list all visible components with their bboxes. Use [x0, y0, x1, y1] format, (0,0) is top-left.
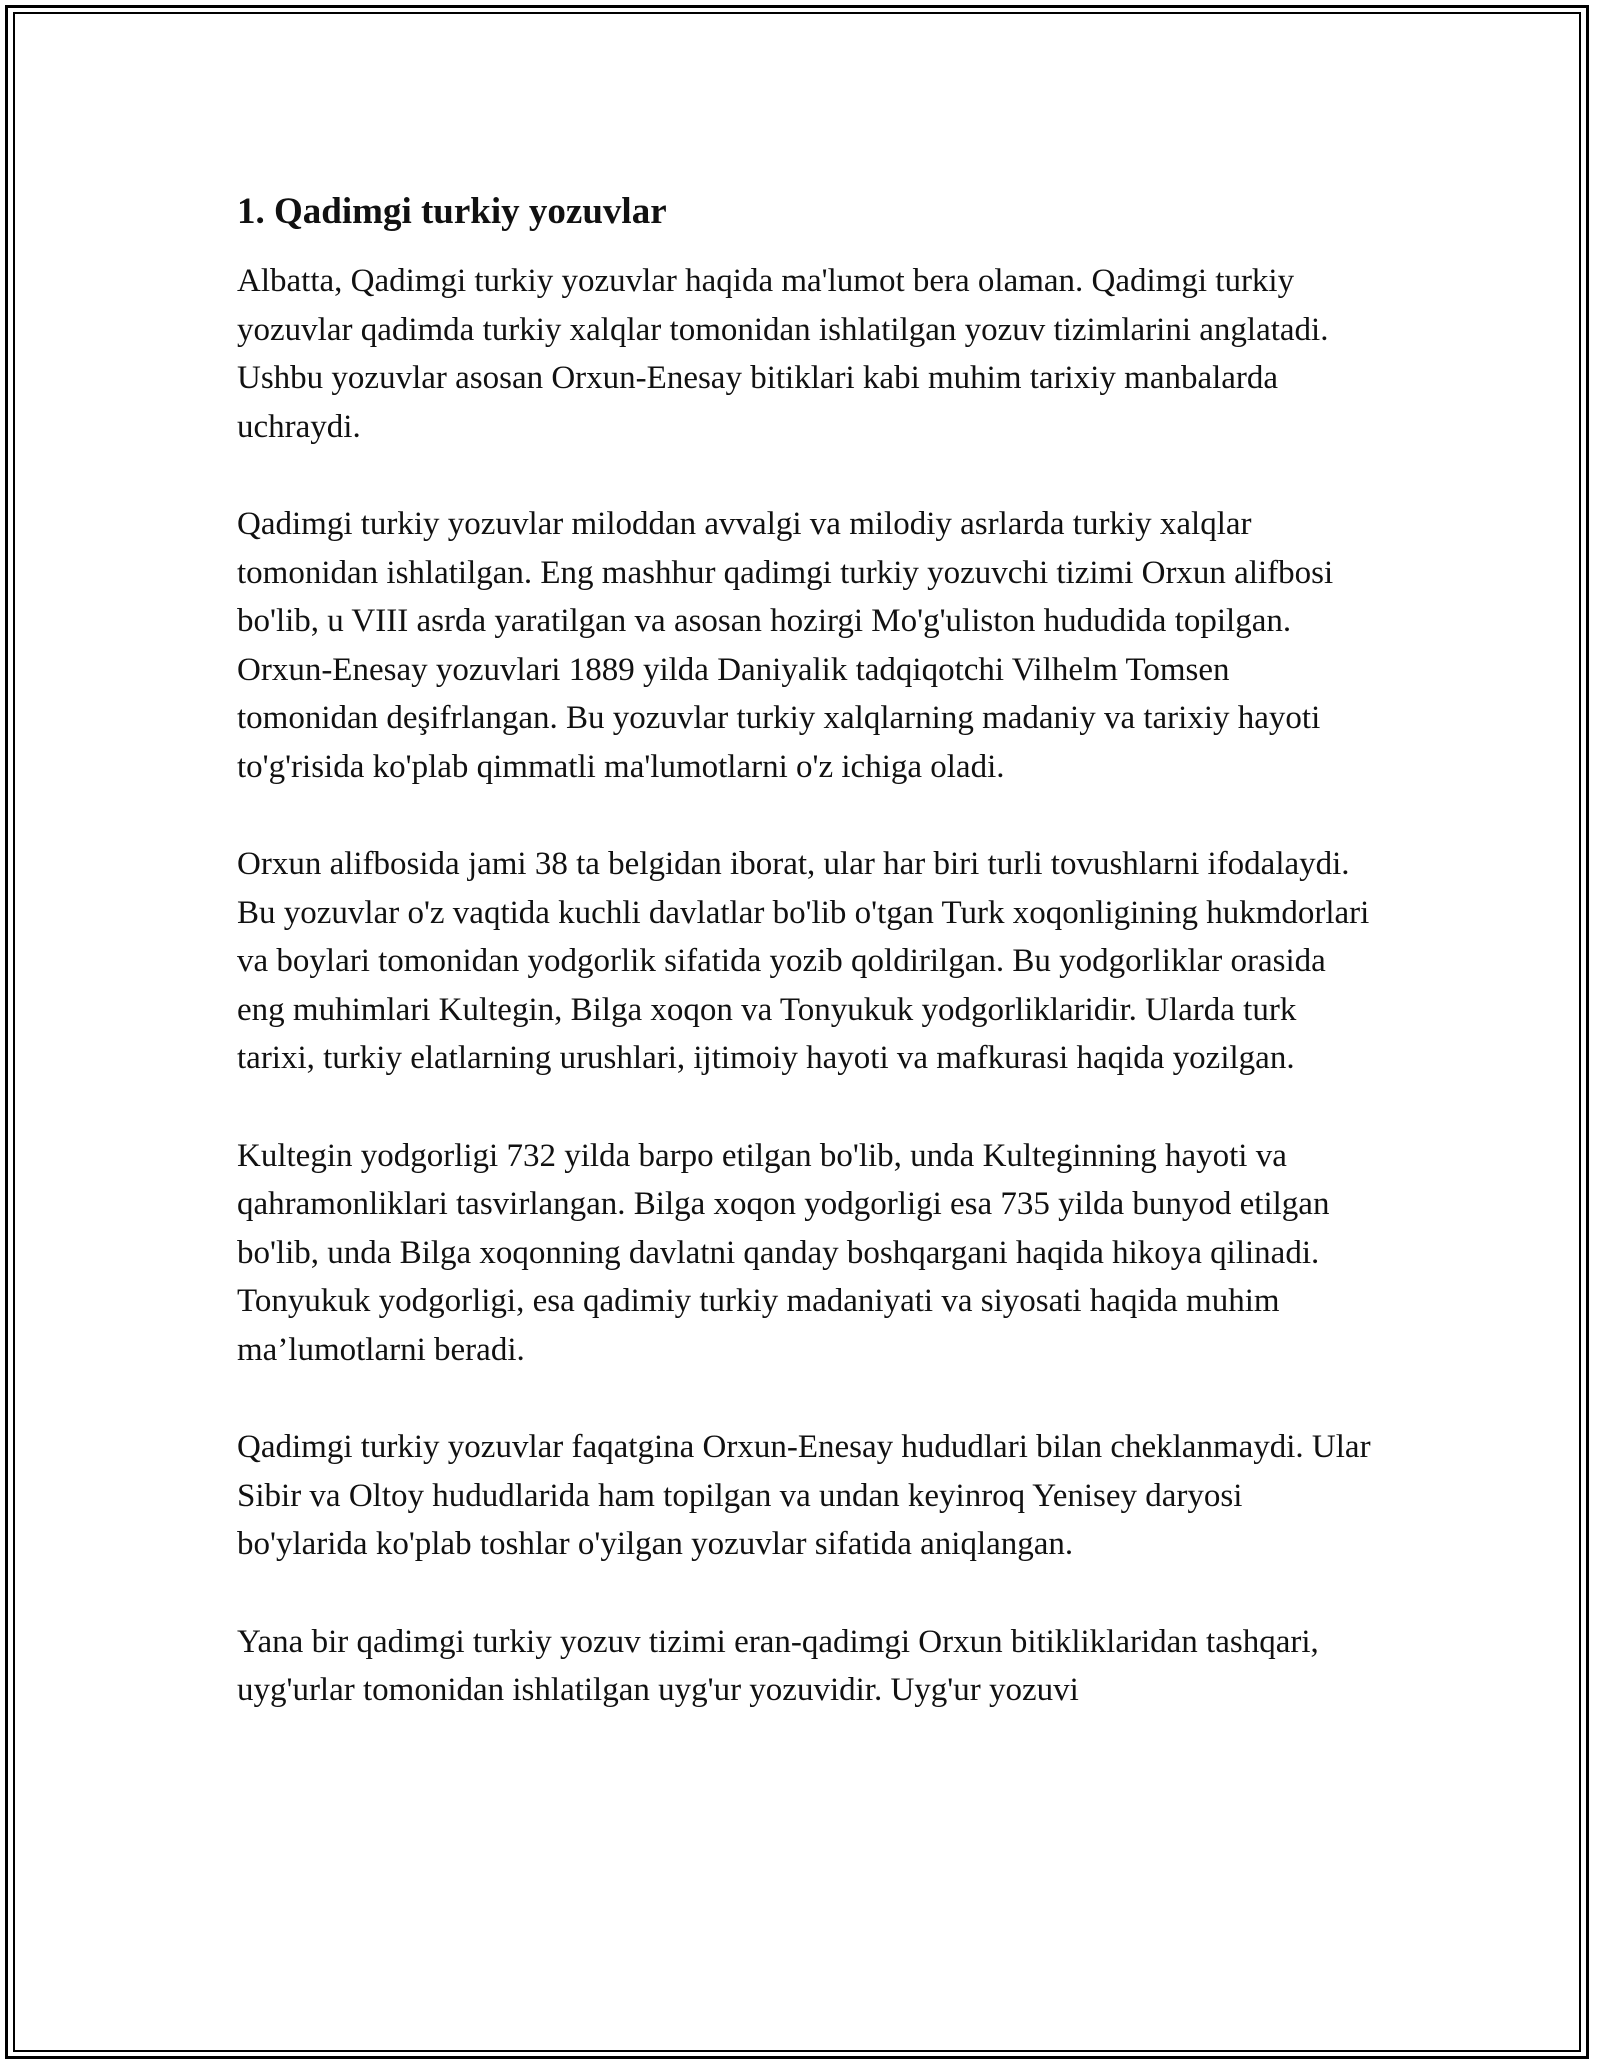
paragraph-3: Orxun alifbosida jami 38 ta belgidan iborat, ular har biri turli tovushlarni ifodalaydi. Bu yozuvlar o'z vaqtida kuchli davlatlar bo'lib o'tgan Turk xoqonligining hukmdorlari va boylari tomonidan yodgorlik sifatida yozib qoldirilgan. Bu yodgorliklar orasida eng muhimlari Kultegin, Bilga xoqon va Tonyukuk yodgorliklaridir. Ularda turk tarixi, turkiy elatlarning urushlari, ijtimoiy hayoti va mafkurasi haqida yozilgan. [237, 846, 1370, 1076]
paragraph-1: Albatta, Qadimgi turkiy yozuvlar haqida ma'lumot bera olaman. Qadimgi turkiy yozuvlar qadimda turkiy xalqlar tomonidan ishlatilgan yozuv tizimlarini anglatadi. Ushbu yozuvlar asosan Orxun-Enesay bitiklari kabi muhim tarixiy manbalarda uchraydi. [237, 263, 1329, 445]
paragraph-6: Yana bir qadimgi turkiy yozuv tizimi eran-qadimgi Orxun bitikliklaridan tashqari, uyg'urlar tomonidan ishlatilgan uyg'ur yozuvidir. Uyg'ur yozuvi [237, 1623, 1319, 1708]
paragraph-5: Qadimgi turkiy yozuvlar faqatgina Orxun-Enesay hududlari bilan cheklanmaydi. Ular Sibir va Oltoy hududlarida ham topilgan va undan keyinroq Yenisey daryosi bo'ylarida ko'plab toshlar o'yilgan yozuvlar sifatida aniqlangan. [237, 1429, 1371, 1562]
document-body [237, 188, 1377, 1764]
section-heading: 1. Qadimgi turkiy yozuvlar [237, 191, 667, 232]
paragraph-2: Qadimgi turkiy yozuvlar miloddan avvalgi va milodiy asrlarda turkiy xalqlar tomonidan ishlatilgan. Eng mashhur qadimgi turkiy yozuvchi tizimi Orxun alifbosi bo'lib, u VIII asrda yaratilgan va asosan hozirgi Mo'g'uliston hududida topilgan. Orxun-Enesay yozuvlari 1889 yilda Daniyalik tadqiqotchi Vilhelm Tomsen tomonidan deşifrlangan. Bu yozuvlar turkiy xalqlarning madaniy va tarixiy hayoti to'g'risida ko'plab qimmatli ma'lumotlarni o'z ichiga oladi. [237, 506, 1334, 785]
paragraph-4: Kultegin yodgorligi 732 yilda barpo etilgan bo'lib, unda Kulteginning hayoti va qahramonliklari tasvirlangan. Bilga xoqon yodgorligi esa 735 yilda bunyod etilgan bo'lib, unda Bilga xoqonning davlatni qanday boshqargani haqida hikoya qilinadi. Tonyukuk yodgorligi, esa qadimiy turkiy madaniyati va siyosati haqida muhim ma’lumotlarni beradi. [237, 1137, 1330, 1368]
